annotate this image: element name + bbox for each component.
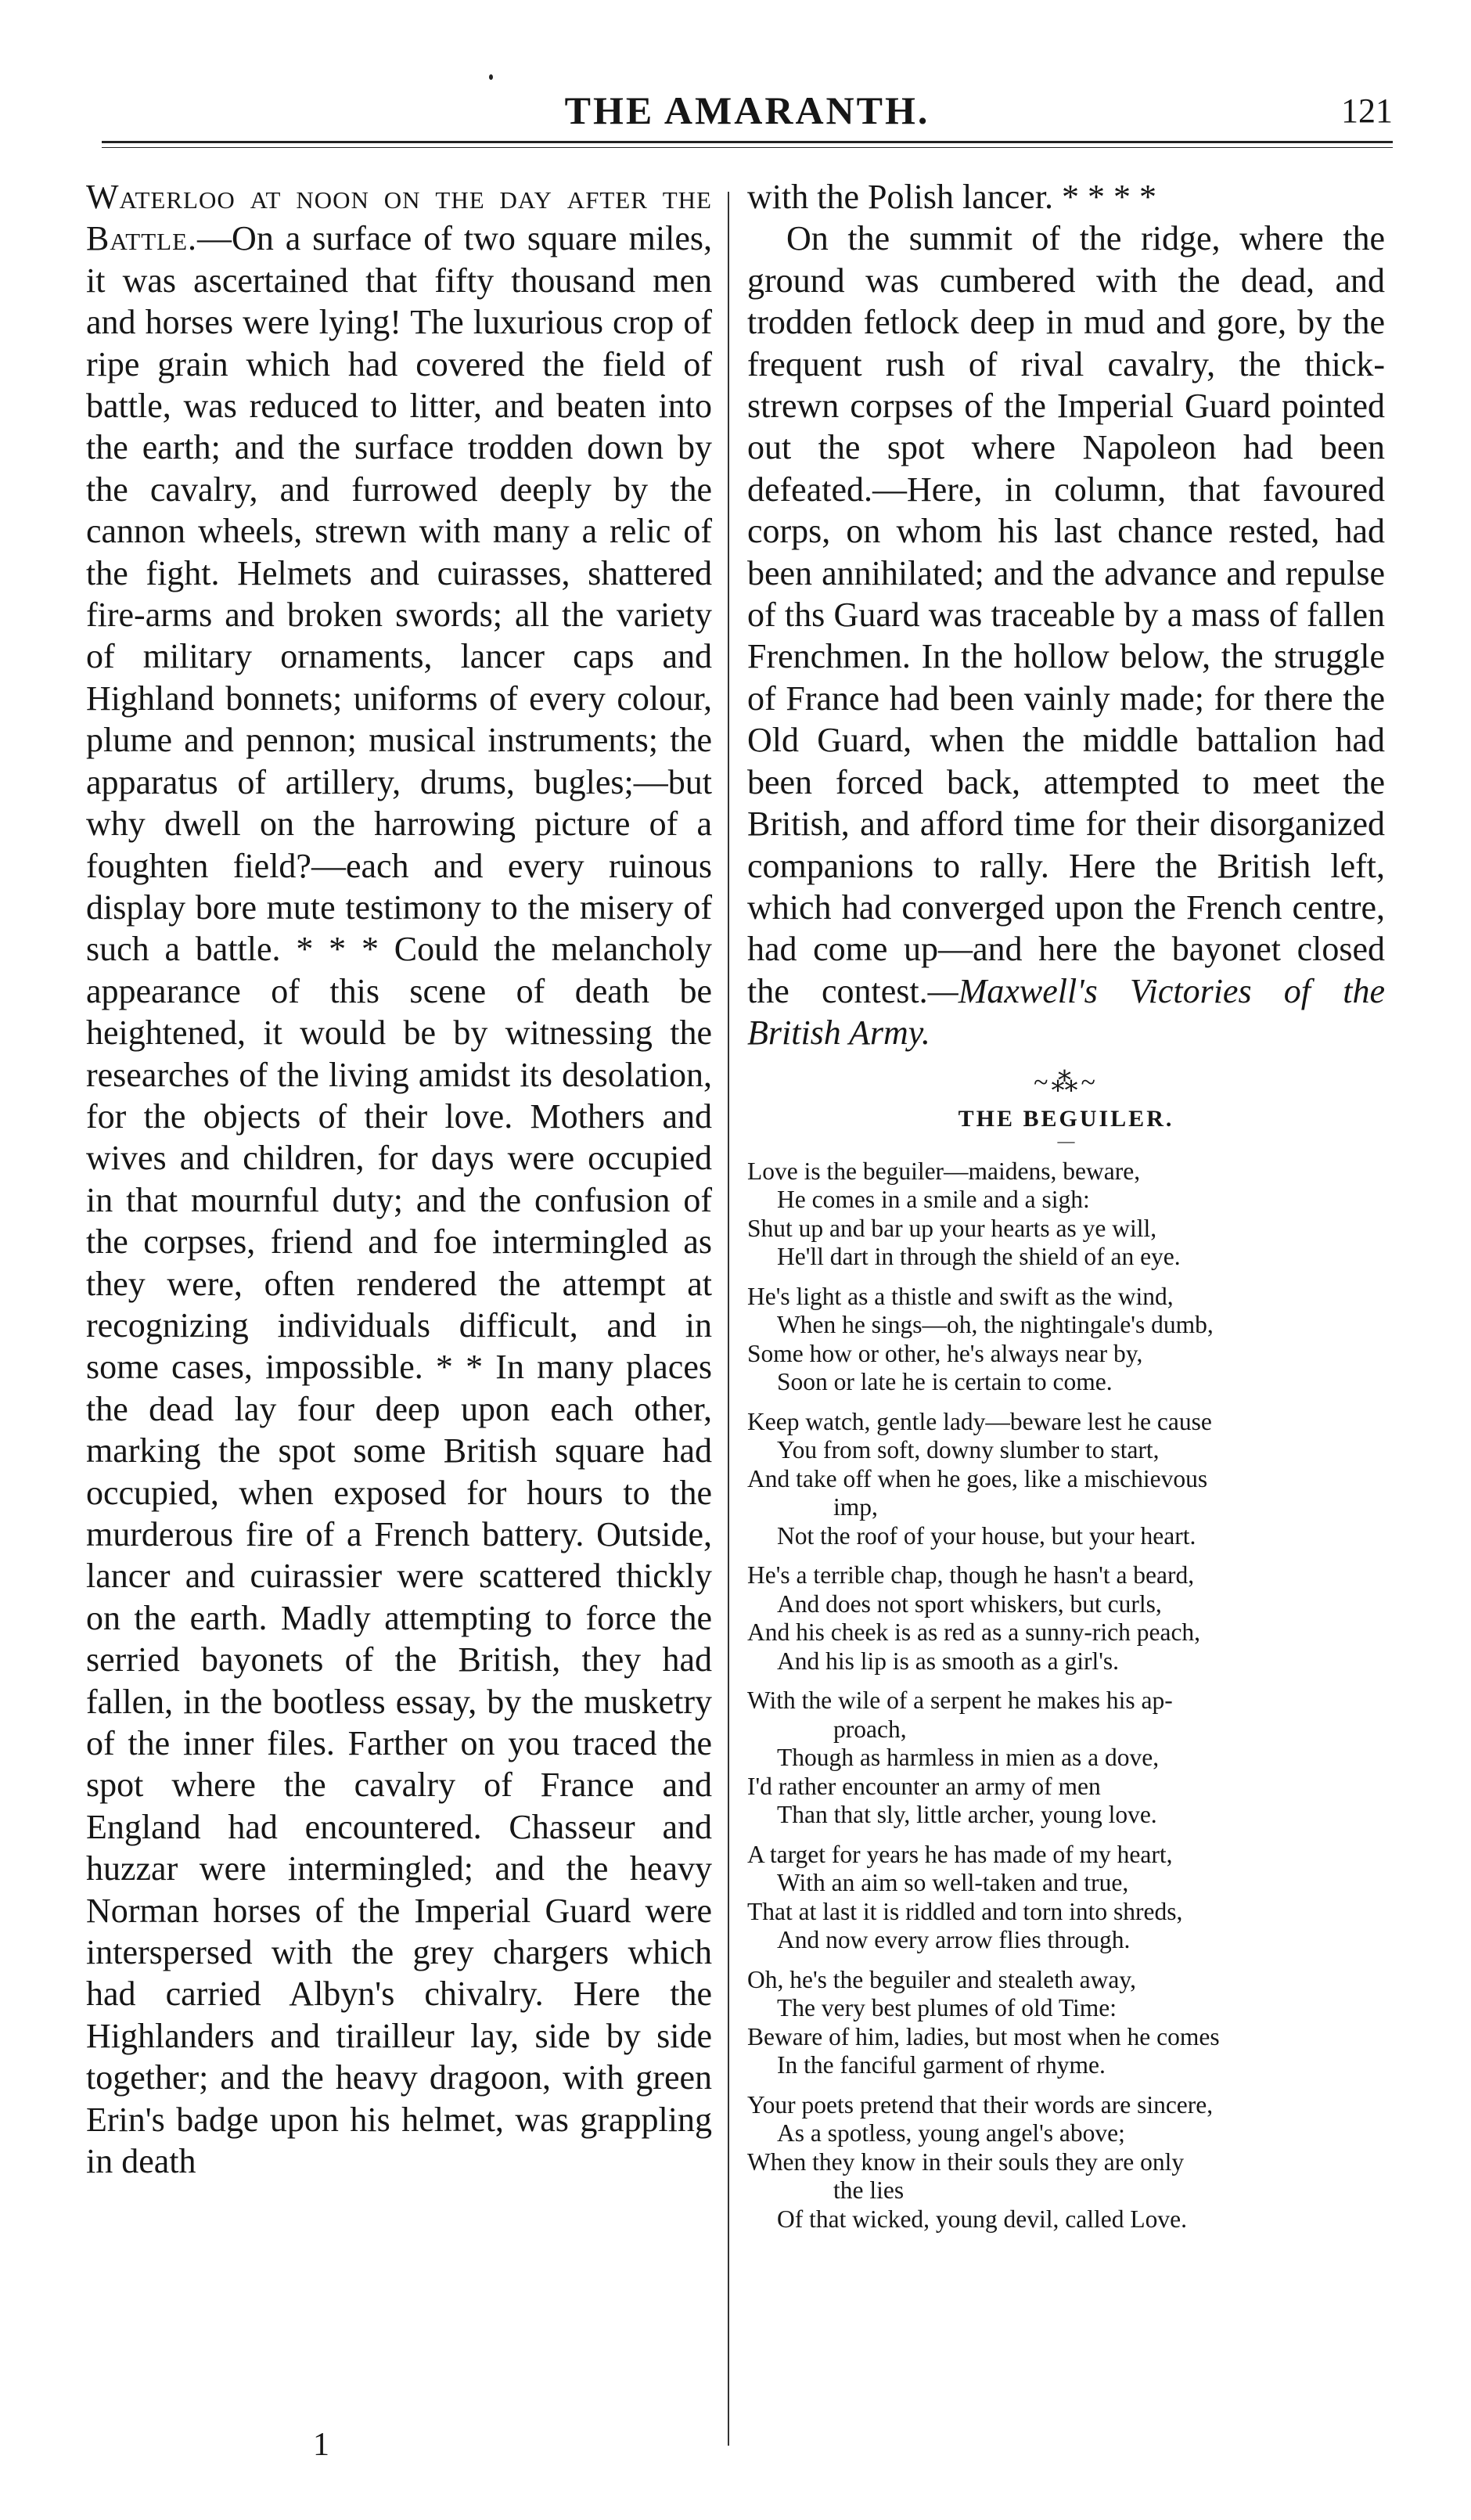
poem-line: The very best plumes of old Time: [777,1994,1117,2022]
poem-line: And his lip is as smooth as a girl's. [777,1647,1120,1675]
poem-line: Your poets pretend that their words are sincere, [747,2090,1214,2119]
section-ornament: ~⁂~ [1034,1067,1099,1097]
running-title: THE AMARANTH. [564,88,930,132]
poem-line-continuation: the lies [833,2176,905,2205]
stanza [747,1283,1385,1397]
poem-line: Than that sly, little archer, young love. [777,1801,1157,1829]
poem-line: Shut up and bar up your hearts as ye will, [747,1214,1157,1242]
stanza [747,1561,1385,1676]
poem-title: THE BEGUILER. [958,1105,1174,1132]
header-rule [102,141,1393,143]
poem-line: And take off when he goes, like a mischievous [747,1464,1208,1492]
stanza [747,1966,1385,2080]
article-waterloo [86,176,712,2183]
poem-line: Not the roof of your house, but your heart. [777,1521,1196,1550]
poem-line-continuation: imp, [833,1493,878,1521]
poem-line: When they know in their souls they are only [747,2147,1185,2176]
poem-body [747,1157,1385,2234]
poem-line: Oh, he's the beguiler and stealeth away, [747,1965,1136,1993]
column-divider [728,192,729,2446]
poem-line-continuation: proach, [833,1715,907,1743]
poem-line: He's a terrible chap, though he hasn't a beard, [747,1561,1195,1589]
stanza [747,1687,1385,1830]
poem-line: I'd rather encounter an army of men [747,1772,1101,1800]
poem-line: With the wile of a serpent he makes his ap- [747,1687,1173,1715]
left-column [86,176,712,2183]
poem-line: Soon or late he is certain to come. [777,1368,1113,1396]
poem-line: A target for years he has made of my heart, [747,1840,1173,1868]
poem-line: Beware of him, ladies, but most when he comes [747,2022,1220,2050]
article-ridge [747,218,1385,1053]
poem-line: Love is the beguiler—maidens, beware, [747,1157,1141,1185]
poem-line: That at last it is riddled and torn into shreds, [747,1897,1183,1925]
stanza [747,2091,1385,2234]
poem-line: As a spotless, young angel's above; [777,2119,1125,2147]
header-rule-thin [102,147,1393,148]
stanza [747,1157,1385,1272]
poem-line: You from soft, downy slumber to start, [777,1436,1160,1464]
article-body: —On a surface of two square miles, it was ascertained that fifty thousand men and horses were lying! The luxurious crop of ripe grain which had covered the field of battle, was reduced to litter, and beaten into the earth; and the surface trodden down by the cavalry, and furrowed deeply by the cannon wheels, strewn with many a relic of the fight. Helmets and cuirasses, shattered fire-arms and broken swords; all the variety of military ornaments, lancer caps and Highland bonnets; uniforms of every colour, plume and pennon; musical instruments; the apparatus of artillery, drums, bugles;—but why dwell on the harrowing picture of a foughten field?—each and every ruinous display bore mute testimony to the misery of such a battle. * * * Could the melancholy appearance of this scene of death be heightened, it would be by witnessing the researches of the living amidst its desolation, for the objects of their love. Mothers and wives and children, for days were occupied in that mournful duty; and the confusion of the corpses, friend and foe intermingled as they were, often rendered the attempt at recognizing individuals difficult, and in some cases, impossible. * * In many places the dead lay four deep upon each other, marking the spot some British square had occupied, when exposed for hours to the murderous fire of a French battery. Outside, lancer and cuirassier were scattered thickly on the earth. Madly attempting to force the serried bayonets of the British, they had fallen, in the bootless essay, by the musketry of the inner files. Farther on you traced the spot where the cavalry of France and England had encountered. Chasseur and huzzar were intermingled; and the heavy Norman horses of the Imperial Guard were interspersed with the grey chargers which had carried Albyn's chivalry. Here the Highlanders and tirailleur lay, side by side together; and the heavy dragoon, with green Erin's badge upon his helmet, was grappling in death [86,219,712,2181]
poem-line: He'll dart in through the shield of an eye. [777,1243,1181,1271]
print-speck [489,74,493,80]
poem-line: When he sings—oh, the nightingale's dumb, [777,1311,1214,1339]
page-number: 121 [1341,92,1393,130]
page-header [102,88,1393,135]
poem-line: And his cheek is as red as a sunny-rich peach, [747,1618,1201,1647]
poem-line: Of that wicked, young devil, called Love. [777,2205,1187,2233]
article-heading: Waterloo at noon on the day after the Battle. [86,178,712,258]
signature-mark: 1 [313,2427,329,2463]
poem-line: In the fanciful garment of rhyme. [777,2051,1106,2079]
poem-line: He comes in a smile and a sigh: [777,1186,1090,1214]
source-citation: —Maxwell's Victories of the British Army. [747,971,1385,1053]
poem-line: And now every arrow flies through. [777,1926,1131,1954]
stanza [747,1408,1385,1551]
ridge-body: On the summit of the ridge, where the ground was cumbered with the dead, and trodden fetlock deep in mud and gore, by the frequent rush of rival cavalry, the thick-strewn corpses of the Imperial Guard pointed out the spot where Napoleon had been defeated.—Here, in column, that favoured corps, on whom his last chance rested, had been annihilated; and the advance and repulse of ths Guard was traceable by a mass of fallen Frenchmen. In the hollow below, the struggle of France had been vainly made; for there the Old Guard, when the middle battalion had been forced back, attempted to meet the British, and afford time for their disorganized companions to rally. Here the British left, which had converged upon the French centre, had come up—and here the bayonet closed the contest. [747,219,1385,1010]
right-column [747,176,1385,2245]
stanza [747,1841,1385,1955]
poem-line: With an aim so well-taken and true, [777,1869,1129,1897]
continued-text: with the Polish lancer. * * * * [747,178,1157,216]
poem-line: And does not sport whiskers, but curls, [777,1589,1162,1618]
poem-line: Some how or other, he's always near by, [747,1339,1143,1367]
poem-line: Though as harmless in mien as a dove, [777,1744,1160,1772]
title-dash: — [1057,1130,1075,1150]
poem-line: He's light as a thistle and swift as the wind, [747,1282,1174,1310]
poem-line: Keep watch, gentle lady—beware lest he cause [747,1407,1212,1435]
